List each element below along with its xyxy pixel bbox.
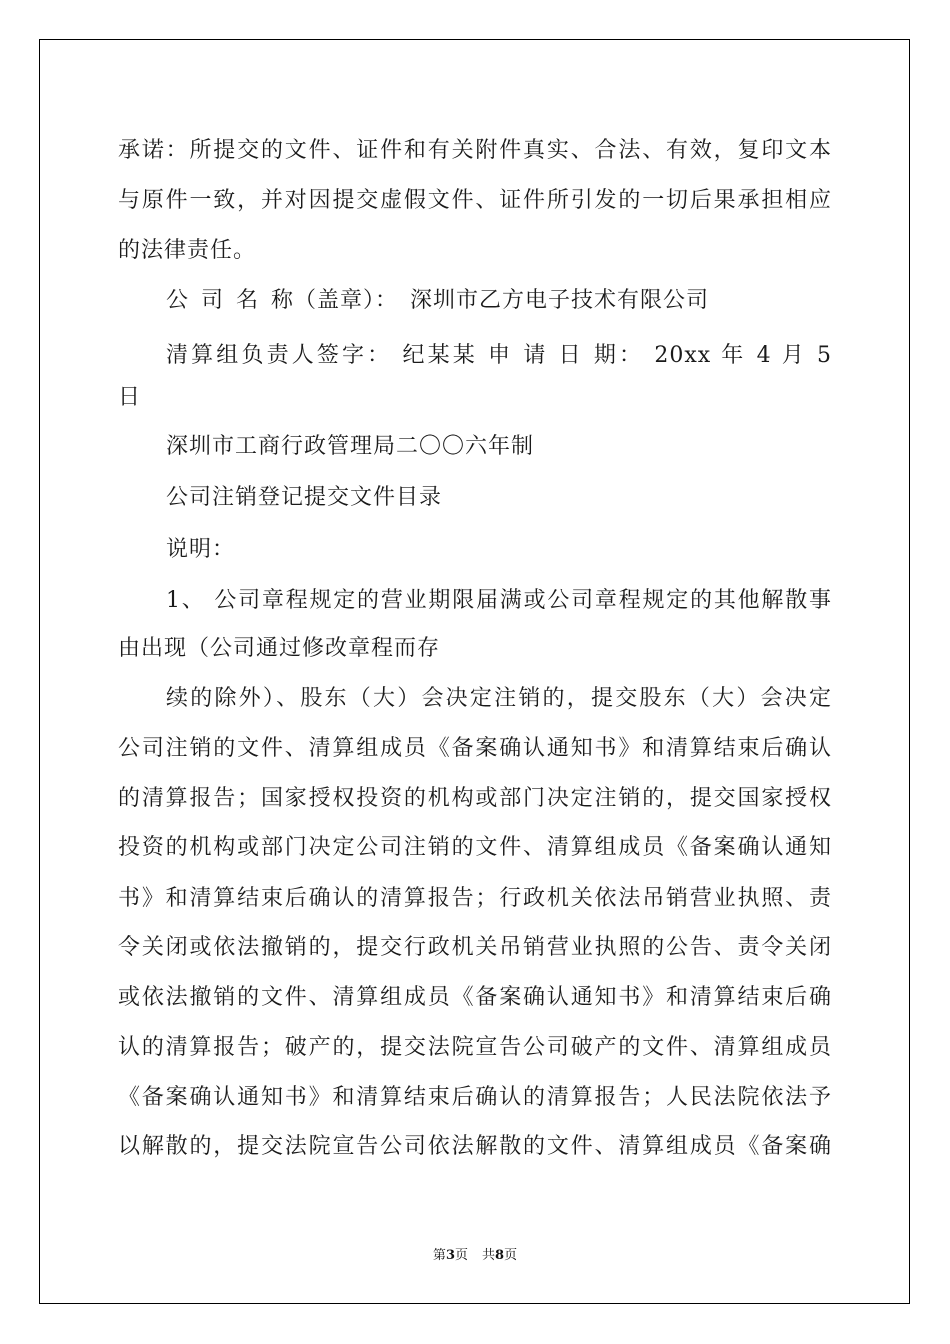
paragraph-line: 承诺：所提交的文件、证件和有关附件真实、合法、有效，复印文本 xyxy=(118,138,832,163)
page-footer xyxy=(0,1246,950,1266)
paragraph-line: 令关闭或依法撤销的，提交行政机关吊销营业执照的公告、责令关闭 xyxy=(118,935,832,960)
page-prefix: 第 xyxy=(432,1248,446,1263)
paragraph-line: 由出现（公司通过修改章程而存 xyxy=(118,636,441,661)
paragraph-line: 认的清算报告；破产的，提交法院宣告公司破产的文件、清算组成员 xyxy=(118,1035,832,1060)
paragraph-line: 以解散的，提交法院宣告公司依法解散的文件、清算组成员《备案确 xyxy=(118,1134,832,1159)
paragraph-line: 或依法撤销的文件、清算组成员《备案确认通知书》和清算结束后确 xyxy=(118,985,832,1010)
total-page-count: 8 xyxy=(495,1248,505,1263)
paragraph-line: 《备案确认通知书》和清算结束后确认的清算报告；人民法院依法予 xyxy=(118,1085,832,1110)
signature-date-line: 清算组负责人签字： 纪某某 申 请 日 期： 20xx 年 4 月 5 xyxy=(166,343,832,368)
paragraph-line: 1、 公司章程规定的营业期限届满或公司章程规定的其他解散事 xyxy=(166,588,832,613)
paragraph-line: 续的除外）、股东（大）会决定注销的，提交股东（大）会决定 xyxy=(166,686,832,711)
paragraph-line: 的清算报告；国家授权投资的机构或部门决定注销的，提交国家授权 xyxy=(118,786,832,811)
paragraph-line: 投资的机构或部门决定公司注销的文件、清算组成员《备案确认通知 xyxy=(118,835,832,860)
paragraph-line: 书》和清算结束后确认的清算报告；行政机关依法吊销营业执照、责 xyxy=(118,886,832,911)
company-name-line: 公 司 名 称（盖章）： 深圳市乙方电子技术有限公司 xyxy=(166,288,709,313)
page-suffix: 页 xyxy=(454,1248,468,1263)
paragraph-line: 日 xyxy=(118,385,142,410)
note-label: 说明： xyxy=(166,537,236,562)
section-title: 公司注销登记提交文件目录 xyxy=(166,485,443,510)
current-page-number: 3 xyxy=(445,1248,455,1263)
paragraph-line: 与原件一致，并对因提交虚假文件、证件所引发的一切后果承担相应 xyxy=(118,188,832,213)
paragraph-line: 的法律责任。 xyxy=(118,238,257,263)
total-suffix: 页 xyxy=(504,1248,518,1263)
total-prefix: 共 xyxy=(482,1248,496,1263)
paragraph-line: 公司注销的文件、清算组成员《备案确认通知书》和清算结束后确认 xyxy=(118,736,832,761)
issuer-line: 深圳市工商行政管理局二〇〇六年制 xyxy=(166,434,535,459)
